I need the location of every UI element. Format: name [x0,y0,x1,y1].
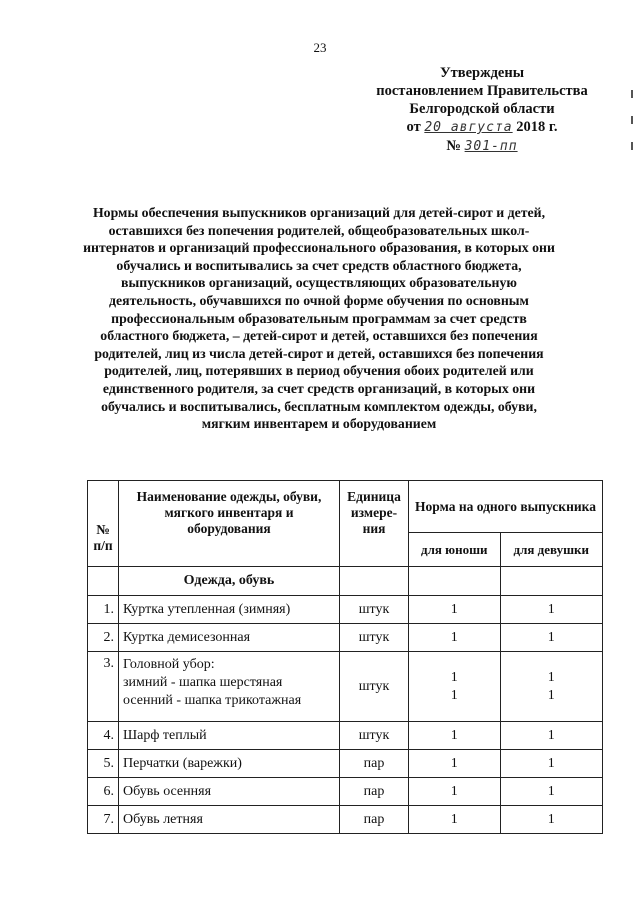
table-row [88,806,603,834]
table-row [88,750,603,778]
approval-line-3: Белгородской области [409,101,555,117]
row-boys-group [409,652,501,722]
date-handwritten: 20 августа [424,120,513,135]
row-num: 6. [88,778,119,806]
title-line: единственного родителя, за счет средств организаций, в которых они [102,380,536,396]
title-line: Нормы обеспечения выпускников организаций для детей-сирот и детей, [92,205,546,220]
row-girls: 1 [500,624,602,652]
row-name: Шарф теплый [119,722,340,750]
page-number: 23 [313,40,327,55]
scan-edge-marks [628,90,636,170]
row-num: 5. [88,750,119,778]
row-girls-group [500,652,602,722]
section-cell-empty [409,567,501,596]
title-line: мягким инвентарем и оборудованием [201,416,437,432]
row-girls: 1 [547,687,555,703]
header-unit: Единица измере-ния [340,481,409,567]
section-row [88,567,603,596]
table-row [88,722,603,750]
title-line: родителей, лиц, потерявших в период обучения обоих родителей или [104,363,534,379]
header-girls: для девушки [500,533,602,567]
header-norm: Норма на одного выпускника [409,481,603,533]
title-line: оставшихся без попечения родителей, общеобразовательных школ- [108,222,530,238]
row-boys: 1 [409,750,501,778]
row-subitem: осенний - шапка трикотажная [123,693,302,708]
row-boys: 1 [409,624,501,652]
row-unit: штук [340,722,409,750]
row-unit: пар [340,778,409,806]
approval-number [352,137,612,156]
header-row [88,481,603,533]
row-name: Обувь осенняя [119,778,340,806]
row-num: 1. [88,596,119,624]
row-unit: пар [340,806,409,834]
row-name: Куртка демисезонная [119,624,340,652]
title-line: профессиональным образовательным программам за счет средств [111,310,527,326]
section-cell-empty [88,567,119,596]
table-row [88,652,603,722]
row-girls: 1 [500,778,602,806]
row-name-group [119,652,340,722]
row-num: 2. [88,624,119,652]
row-name: Обувь летняя [119,806,340,834]
row-girls: 1 [500,596,602,624]
table-row [88,596,603,624]
number-handwritten: 301-пп [464,139,518,154]
title-line: обучались и воспитывались за счет средств областного бюджета, [116,257,522,273]
header-num: № п/п [88,481,119,567]
title-line: областного бюджета, – детей-сирот и детей, оставшихся без попечения [100,328,538,344]
section-cell-empty [340,567,409,596]
title-line: деятельность, обучавшихся по очной форме обучения по основным [109,292,529,308]
date-prefix: от [406,119,421,135]
row-unit: штук [340,624,409,652]
row-boys: 1 [409,806,501,834]
approval-line-2: постановлением Правительства [376,83,588,99]
row-unit: пар [340,750,409,778]
title-line: обучались и воспитывались, бесплатным комплектом одежды, обуви, [101,398,537,414]
row-girls: 1 [500,806,602,834]
table-row [88,778,603,806]
approval-line-1: Утверждены [439,65,525,81]
row-girls: 1 [500,722,602,750]
approval-date [352,118,612,137]
row-num: 3. [88,652,119,722]
header-boys: для юноши [409,533,501,567]
row-num: 7. [88,806,119,834]
row-name: Головной убор: [123,657,215,672]
row-num: 4. [88,722,119,750]
number-prefix: № [446,138,461,154]
row-boys: 1 [409,596,501,624]
row-girls: 1 [547,669,555,685]
row-name: Перчатки (варежки) [119,750,340,778]
row-boys: 1 [450,687,458,703]
approval-block [352,64,612,156]
norms-table [87,480,603,834]
table-row [88,624,603,652]
title-line: выпускников организаций, осуществляющих образовательную [121,275,517,291]
row-subitem: зимний - шапка шерстяная [123,675,283,690]
date-year: 2018 г. [516,119,558,135]
title-line: родителей, лиц из числа детей-сирот и детей, оставшихся без попечения [94,345,544,361]
header-name: Наименование одежды, обуви, мягкого инвентаря и оборудования [119,481,340,567]
document-title [78,204,560,433]
row-girls: 1 [500,750,602,778]
row-name: Куртка утепленная (зимняя) [119,596,340,624]
row-boys: 1 [409,778,501,806]
section-cell-empty [500,567,602,596]
row-unit: штук [340,596,409,624]
title-line: интернатов и организаций профессионального образования, в которых они [83,240,555,256]
row-boys: 1 [409,722,501,750]
section-title: Одежда, обувь [119,567,340,596]
row-unit: штук [340,652,409,722]
row-boys: 1 [450,669,458,685]
